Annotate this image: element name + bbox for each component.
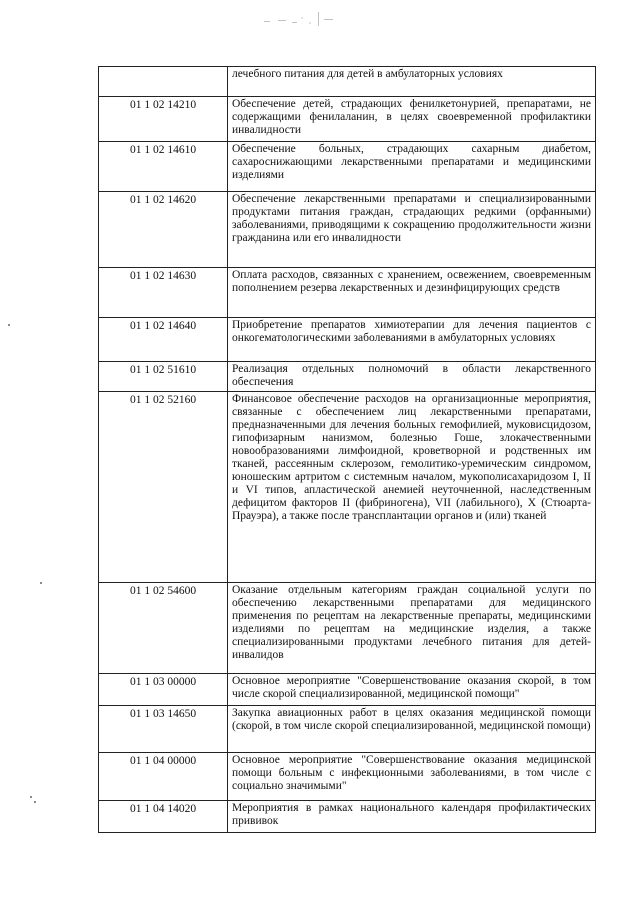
code-cell: 01 1 04 14020 [99,801,228,833]
table-row [99,97,596,142]
table-row [99,67,596,97]
table-row [99,362,596,392]
table-row [99,192,596,268]
table-row [99,268,596,318]
table-row [99,801,596,833]
description-cell: Основное мероприятие "Совершенствование оказания скорой, в том числе скорой специализированной, медицинской помощи" [228,674,596,706]
code-cell: 01 1 02 14210 [99,97,228,142]
table-row [99,318,596,362]
description-cell: Оплата расходов, связанных с хранением, освежением, своевременным пополнением резерва лекарственных и дезинфицирующих средств [228,268,596,318]
scan-artifact-mark [258,10,348,28]
description-cell: Мероприятия в рамках национального календаря профилактических прививок [228,801,596,833]
table-row [99,392,596,583]
code-cell: 01 1 02 14610 [99,142,228,192]
description-cell: Оказание отдельным категориям граждан социальной услуги по обеспечению лекарственными препаратами для медицинского применения по рецептам на лекарственные препараты, медицинскими изделиями по рецептам на медицинские изделия, а также специализированными продуктами лечебного питания для детей-инвалидов [228,583,596,674]
code-cell: 01 1 02 51610 [99,362,228,392]
description-cell: Реализация отдельных полномочий в области лекарственного обеспечения [228,362,596,392]
table-row [99,674,596,706]
table-row [99,583,596,674]
table-row [99,753,596,801]
description-cell: Приобретение препаратов химиотерапии для лечения пациентов с онкогематологическими заболеваниями в амбулаторных условиях [228,318,596,362]
description-cell: Финансовое обеспечение расходов на организационные мероприятия, связанные с обеспечением лиц лекарственными препаратами, предназначенными для лечения больных гемофилией, муковисцидозом, гипофизарным нанизмом, болезнью Гоше, злокачественными новообразованиями лимфоидной, кроветворной и родственных им тканей, рассеянным склерозом, гемолитико-уремическим синдромом, юношеским артритом с системным началом, мукополисахаридозом I, II и VI типов, апластической анемией неуточненной, наследственным дефицитом факторов II (фибриногена), VII (лабильного), X (Стюарта-Прауэра), а также после трансплантации органов и (или) тканей [228,392,596,583]
table-body [99,67,596,833]
description-cell: Обеспечение лекарственными препаратами и специализированными продуктами питания граждан, страдающих редкими (орфанными) заболеваниями, приводящими к сокращению продолжительности жизни гражданина или его инвалидности [228,192,596,268]
table-row [99,706,596,753]
code-cell: 01 1 02 52160 [99,392,228,583]
description-cell: лечебного питания для детей в амбулаторных условиях [228,67,596,97]
table-row [99,142,596,192]
code-cell: 01 1 04 00000 [99,753,228,801]
code-cell: 01 1 03 14650 [99,706,228,753]
code-cell: 01 1 02 54600 [99,583,228,674]
code-cell: 01 1 02 14620 [99,192,228,268]
description-cell: Обеспечение больных, страдающих сахарным диабетом, сахароснижающими лекарственными препаратами и медицинскими изделиями [228,142,596,192]
code-cell [99,67,228,97]
code-cell: 01 1 02 14640 [99,318,228,362]
code-cell: 01 1 03 00000 [99,674,228,706]
description-cell: Основное мероприятие "Совершенствование оказания медицинской помощи больным с инфекционными заболеваниями, в том числе с социально значимыми" [228,753,596,801]
description-cell: Обеспечение детей, страдающих фенилкетонурией, препаратами, не содержащими фенилаланин, в целях своевременной профилактики инвалидности [228,97,596,142]
code-cell: 01 1 02 14630 [99,268,228,318]
budget-codes-table [98,66,596,833]
description-cell: Закупка авиационных работ в целях оказания медицинской помощи (скорой, в том числе скорой специализированной, медицинской помощи) [228,706,596,753]
